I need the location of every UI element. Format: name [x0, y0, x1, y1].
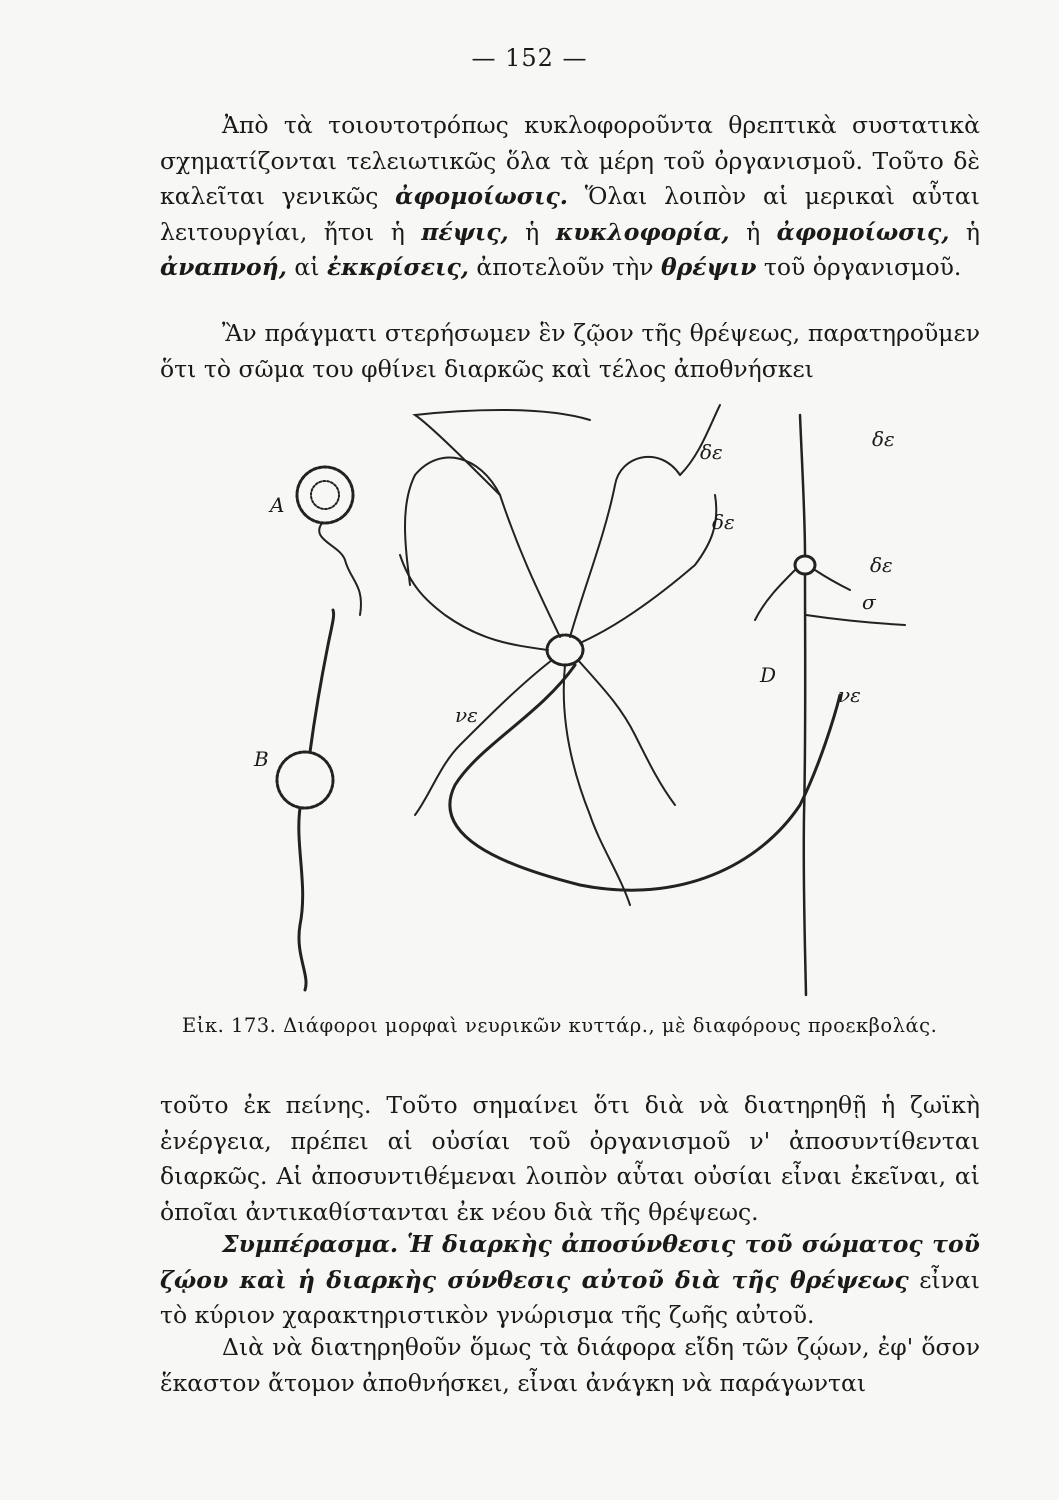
cell-a-process — [319, 523, 361, 615]
label-a: A — [270, 493, 285, 517]
conclusion-heading: Συμπέρασμα. — [222, 1230, 399, 1258]
label-d: D — [760, 663, 777, 687]
figure-caption: Εἰκ. 173. Διάφοροι μορφαὶ νευρικῶν κυττάρ., μὲ διαφόρους προεκβολάς. — [182, 1014, 938, 1037]
cell-a — [297, 467, 353, 523]
text: τοῦτο ἐκ πείνης. Τοῦτο σημαίνει ὅτι διὰ νὰ διατηρηθῇ ἡ ζωϊκὴ ἐνέργεια, πρέπει αἱ οὐσίαι τοῦ ὀργανισμοῦ ν' ἀποσυντίθενται διαρκῶς. Αἱ ἀποσυντιθέμεναι λοιπὸν αὗται οὐσίαι εἶναι ἐκεῖναι, αἱ ὁποῖαι ἀντικαθίστανται ἐκ νέου διὰ τῆς θρέψεως. — [160, 1091, 980, 1226]
label-de-4: δε — [700, 440, 723, 464]
term-assimilation-2: ἀφομοίωσις, — [776, 217, 950, 246]
text: Ὅλαι λοιπὸν αἱ μερικαὶ αὗται λειτουργίαι, ἤτοι ἡ — [160, 182, 980, 246]
label-b: B — [254, 747, 269, 771]
cell-d-axon — [804, 575, 806, 995]
cell-b — [277, 752, 333, 808]
text: ἀποτελοῦν τὴν — [468, 253, 661, 281]
cell-d-apical — [800, 415, 805, 555]
text: τοῦ ὀργανισμοῦ. — [756, 253, 962, 281]
text: ἡ — [508, 217, 556, 246]
term-respiration: ἀναπνοή, — [160, 253, 287, 281]
paragraph-reproduction — [160, 1330, 980, 1401]
nerve-cells-figure — [240, 385, 940, 1005]
text: ἡ — [949, 217, 980, 246]
label-ve-2: νε — [838, 683, 861, 707]
term-secretions: ἐκκρίσεις, — [326, 253, 469, 281]
paragraph-assimilation — [160, 108, 980, 286]
text: Ἀπὸ τὰ τοιουτοτρόπως κυκλοφοροῦντα θρεπτικὰ συστατικὰ σχηματίζονται τελειωτικῶς ὅλα τὰ μέρη τοῦ ὀργανισμοῦ. Τοῦτο δὲ καλεῖται γενικῶς — [160, 111, 980, 210]
term-digestion: πέψις, — [421, 217, 509, 246]
text: αἱ — [286, 253, 327, 281]
text: Διὰ νὰ διατηρηθοῦν ὅμως τὰ διάφορα εἴδη τῶν ζῴων, ἐφ' ὅσον ἕκαστον ἄτομον ἀποθνήσκει, εἶναι ἀνάγκη νὰ παράγωνται — [160, 1333, 980, 1397]
paragraph-starvation — [160, 316, 980, 387]
page-number: — 152 — — [471, 44, 588, 72]
conclusion-statement: Ἡ διαρκὴς ἀποσύνθεσις τοῦ σώματος τοῦ ζῴου καὶ ἡ διαρκὴς σύνθεσις αὐτοῦ διὰ τῆς θρέψεως — [160, 1230, 980, 1294]
paragraph-conclusion — [160, 1227, 980, 1334]
label-de-3: δε — [870, 553, 893, 577]
cell-b-process-down — [299, 808, 306, 990]
nerve-cells-illustration — [240, 385, 940, 1005]
text: Ἂν πράγματι στερήσωμεν ἓν ζῷον τῆς θρέψεως, παρατηροῦμεν ὅτι τὸ σῶμα του φθίνει διαρκῶς καὶ τέλος ἀποθνήσκει — [160, 319, 980, 383]
label-de-1: δε — [872, 427, 895, 451]
text: εἶναι τὸ κύριον χαρακτηριστικὸν γνώρισμα τῆς ζωῆς αὐτοῦ. — [160, 1265, 980, 1329]
label-de-2: δε — [712, 510, 735, 534]
term-assimilation: ἀφομοίωσις. — [395, 182, 568, 210]
paragraph-decomposition — [160, 1088, 980, 1230]
term-circulation: κυκλοφορία, — [555, 217, 730, 246]
cell-b-process-up — [310, 610, 334, 752]
cell-d — [795, 556, 815, 574]
label-sigma: σ — [862, 590, 876, 614]
text: ἡ — [729, 217, 777, 246]
term-nutrition: θρέψιν — [660, 253, 757, 281]
label-ve-1: νε — [455, 703, 478, 727]
